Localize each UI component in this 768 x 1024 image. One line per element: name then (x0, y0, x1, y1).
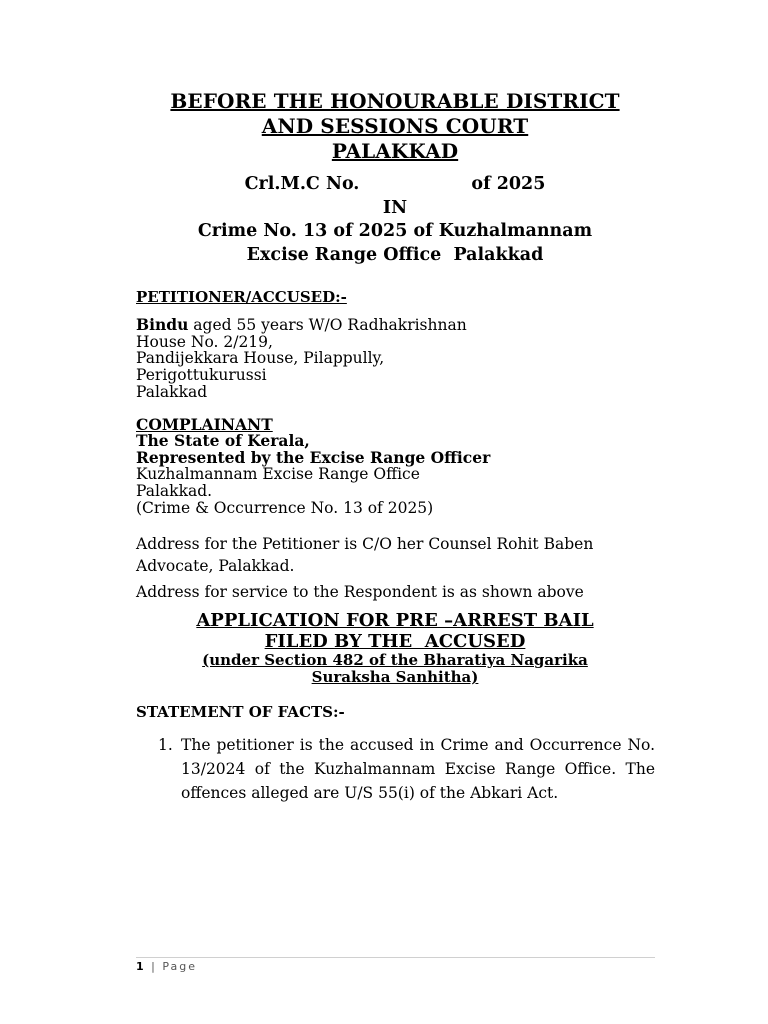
footer-divider (136, 957, 655, 958)
court-title-line-2: AND SESSIONS COURT (261, 114, 529, 138)
application-title-line-1: APPLICATION FOR PRE –ARREST BAIL (196, 610, 594, 631)
page-footer (136, 960, 197, 973)
petitioner-name: Bindu (136, 315, 189, 334)
petitioner-name-rest: aged 55 years W/O Radhakrishnan (188, 316, 467, 334)
crime-line-1: Crime No. 13 of 2025 of Kuzhalmannam (197, 221, 593, 241)
in-label: IN (382, 197, 408, 218)
crlmc-prefix: Crl.M.C No. (244, 174, 360, 194)
complainant-details (136, 433, 490, 517)
petitioner-address-line: House No. 2/219, (136, 332, 273, 351)
case-reference (100, 173, 690, 267)
fact-item (158, 733, 655, 805)
application-title-line-2: FILED BY THE ACCUSED (264, 630, 526, 652)
complainant-heading: COMPLAINANT (136, 415, 273, 434)
application-subtitle-line-2: Suraksha Sanhitha) (311, 668, 479, 686)
petitioner-address-line: Perigottukurussi (136, 366, 267, 385)
petitioner-details (136, 317, 467, 401)
petitioner-name-line (136, 317, 467, 334)
crime-line-2: Excise Range Office Palakkad (246, 244, 544, 265)
petitioner-address-line: Palakkad (136, 382, 208, 401)
page-number: 1 (136, 960, 146, 973)
court-title-line-1: BEFORE THE HONOURABLE DISTRICT (170, 89, 620, 113)
fact-number: 1. (158, 736, 173, 754)
petitioner-address-line: Pandijekkara House, Pilappully, (136, 349, 385, 368)
court-title (100, 89, 690, 164)
application-subtitle-line-1: (under Section 482 of the Bharatiya Nagarika (202, 651, 588, 669)
complainant-line-5: (Crime & Occurrence No. 13 of 2025) (136, 498, 434, 517)
crlmc-number (100, 173, 690, 197)
court-title-line-3: PALAKKAD (331, 139, 459, 163)
complainant-line-3: Kuzhalmannam Excise Range Office (136, 465, 420, 484)
complainant-line-2: Represented by the Excise Range Officer (136, 447, 491, 467)
respondent-address-for-service: Address for service to the Respondent is as shown above (136, 583, 584, 601)
petitioner-address-for-service: Address for the Petitioner is C/O her Counsel Rohit Baben Advocate, Palakkad. (136, 535, 594, 575)
page-label: | Page (151, 960, 197, 973)
application-title (100, 611, 690, 652)
petitioner-heading: PETITIONER/ACCUSED:- (136, 288, 347, 306)
complainant-line-4: Palakkad. (136, 482, 213, 501)
statement-of-facts-heading: STATEMENT OF FACTS:- (136, 703, 345, 721)
fact-text: The petitioner is the accused in Crime and Occurrence No. 13/2024 of the Kuzhalmannam Excise Range Office. The offences alleged are U/S 55(i) of the Abkari Act. (181, 736, 655, 802)
crlmc-suffix: of 2025 (471, 174, 546, 194)
application-subtitle (100, 652, 690, 686)
complainant-line-1: The State of Kerala, (136, 431, 310, 450)
